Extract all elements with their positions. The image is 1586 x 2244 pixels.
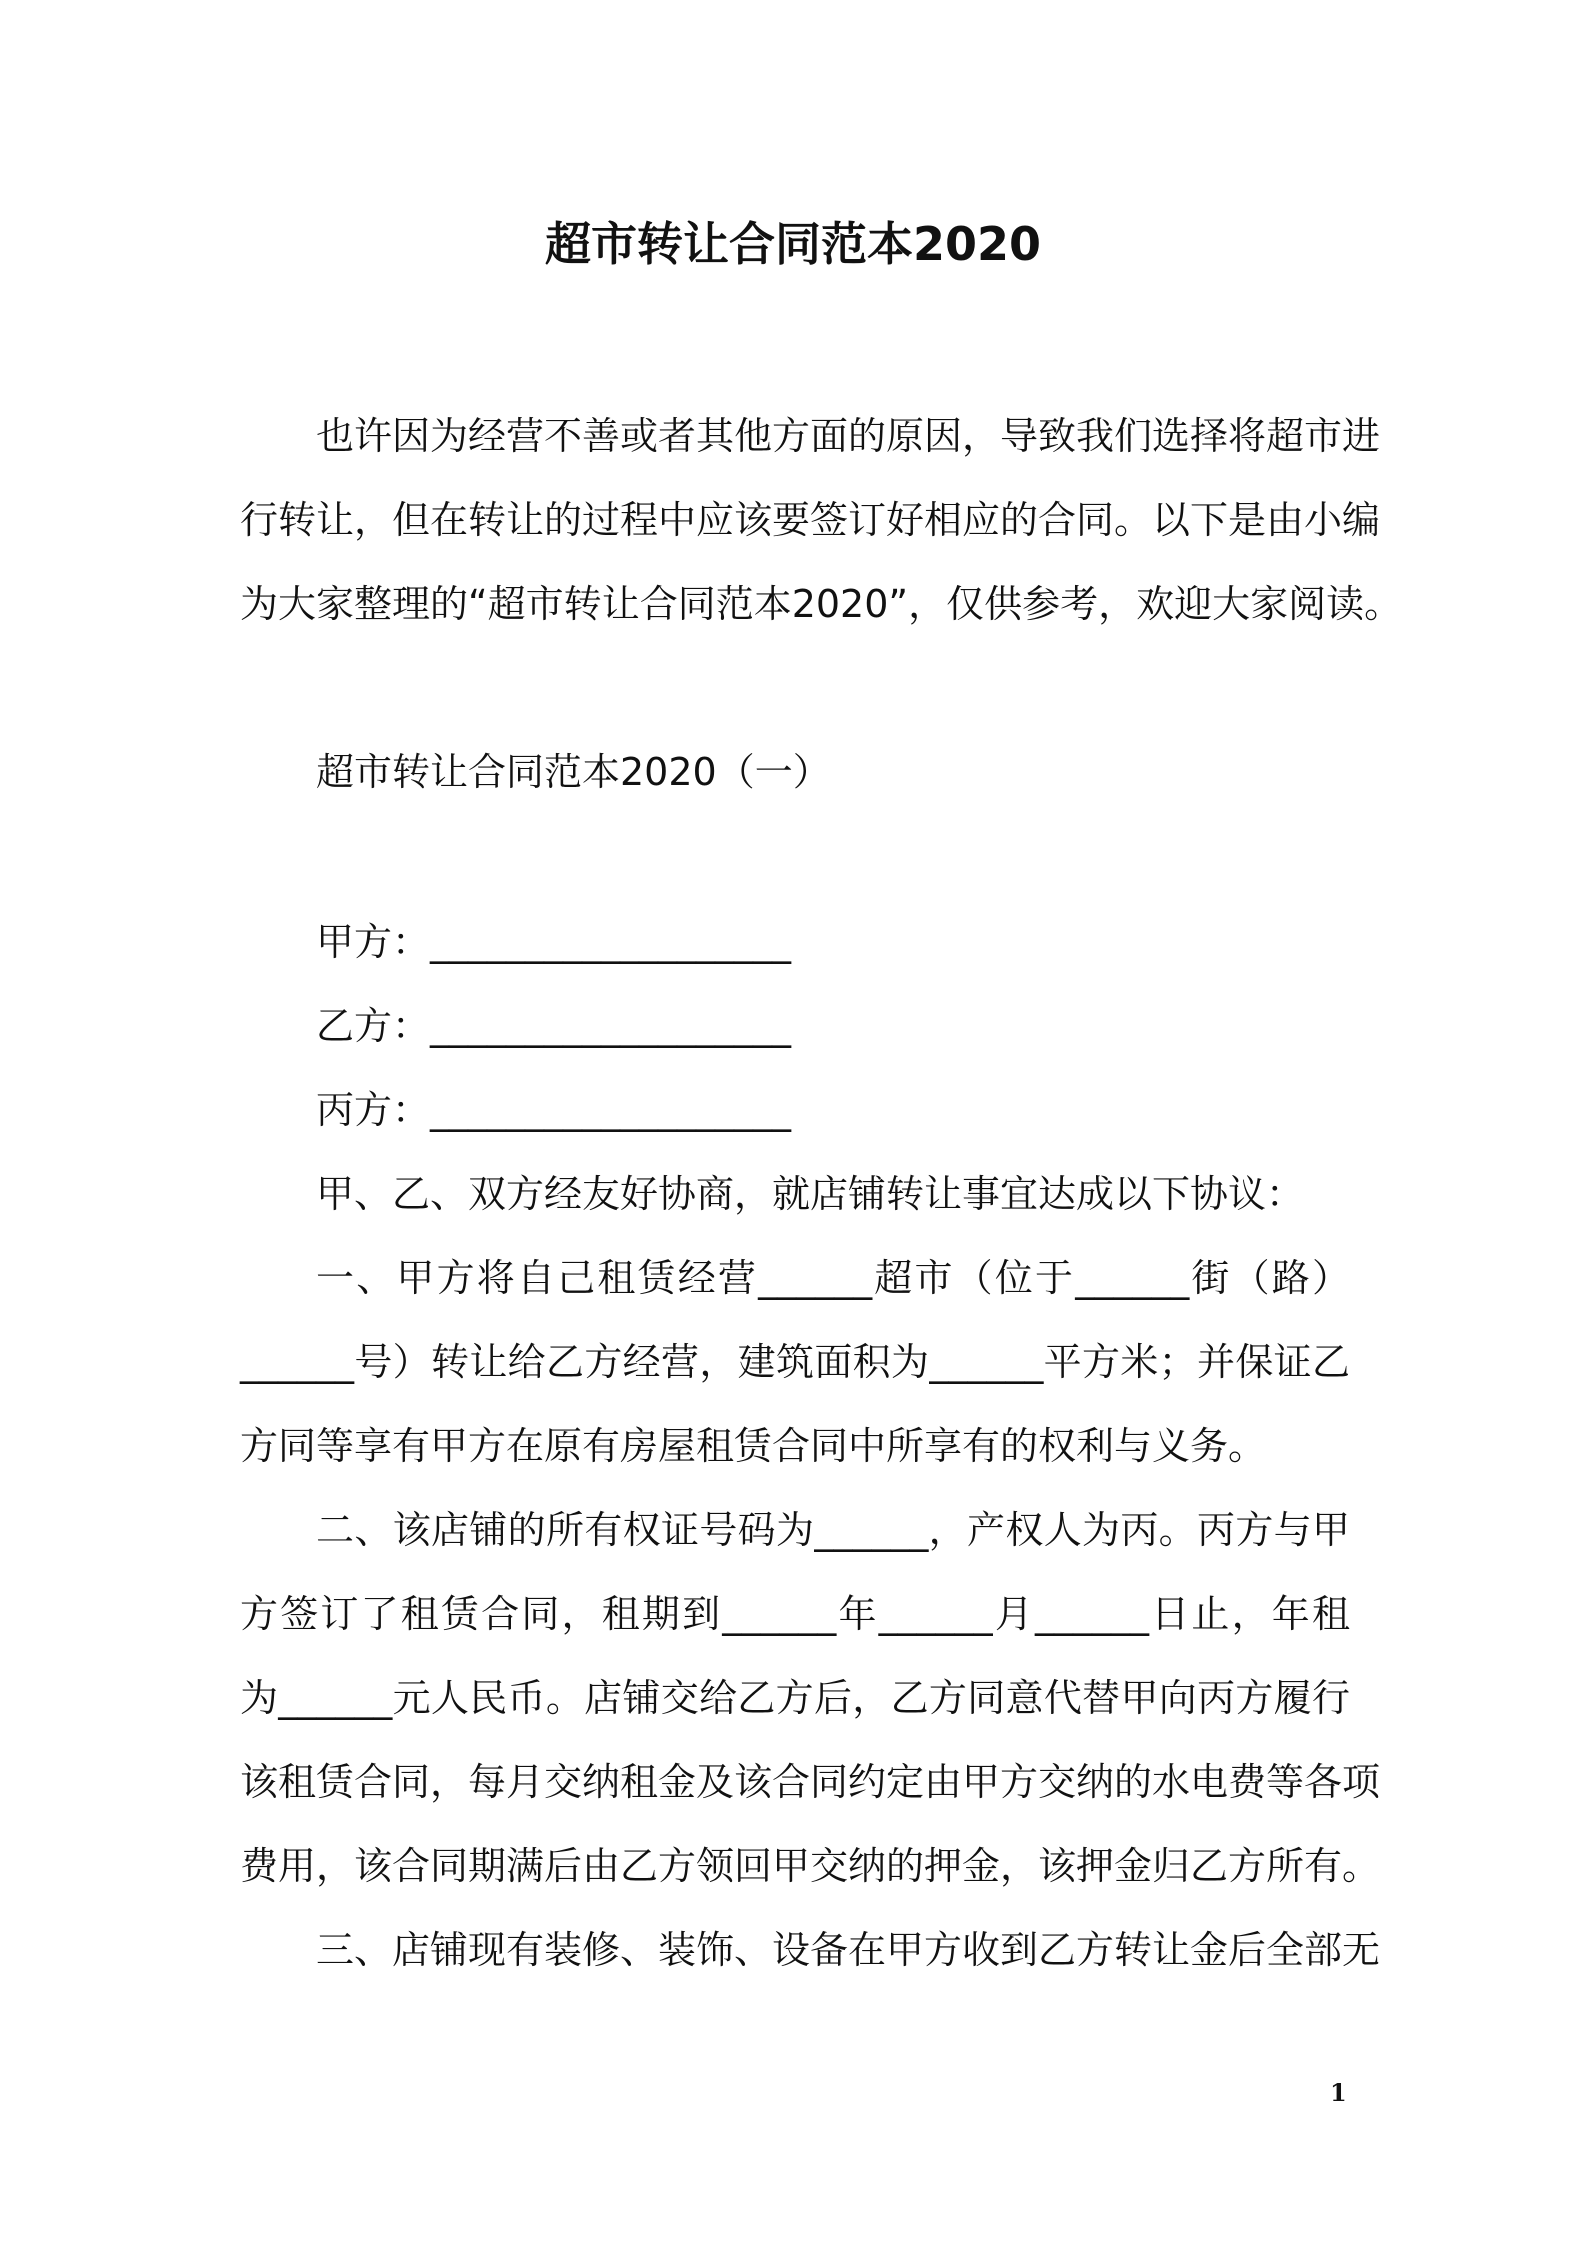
- agreement-intro: 甲、乙、双方经友好协商，就店铺转让事宜达成以下协议：: [316, 1172, 1305, 1216]
- clause-2-line-3: 为______元人民币。店铺交给乙方后，乙方同意代替甲向丙方履行: [240, 1676, 1350, 1720]
- party-b-line: 乙方：___________________: [316, 1004, 792, 1048]
- clause-1-line-2: ______号）转让给乙方经营，建筑面积为______平方米；并保证乙: [240, 1340, 1350, 1384]
- clause-1-line-1: 一、甲方将自己租赁经营______超市（位于______街（路）: [316, 1256, 1350, 1300]
- clause-3-line-1: 三、店铺现有装修、装饰、设备在甲方收到乙方转让金后全部无: [316, 1928, 1381, 1972]
- clause-2-line-1: 二、该店铺的所有权证号码为______，产权人为丙。丙方与甲: [316, 1508, 1350, 1552]
- section-heading: 超市转让合同范本2020（一）: [316, 750, 831, 794]
- clause-2-line-5: 费用，该合同期满后由乙方领回甲交纳的押金，该押金归乙方所有。: [240, 1844, 1381, 1888]
- clause-2-line-4: 该租赁合同，每月交纳租金及该合同约定由甲方交纳的水电费等各项: [240, 1760, 1381, 1804]
- document-title: 超市转让合同范本2020: [544, 217, 1042, 271]
- party-a-line: 甲方：___________________: [316, 920, 792, 964]
- clause-1-line-3: 方同等享有甲方在原有房屋租赁合同中所享有的权利与义务。: [240, 1424, 1267, 1468]
- intro-line-3: 为大家整理的“超市转让合同范本2020”，仅供参考，欢迎大家阅读。: [240, 582, 1403, 626]
- clause-2-line-2: 方签订了租赁合同，租期到______年______月______日止，年租: [240, 1592, 1350, 1636]
- party-c-line: 丙方：___________________: [316, 1088, 792, 1132]
- intro-line-1: 也许因为经营不善或者其他方面的原因，导致我们选择将超市进: [316, 414, 1381, 458]
- intro-line-2: 行转让，但在转让的过程中应该要签订好相应的合同。以下是由小编: [240, 498, 1381, 542]
- page-number: 1: [1330, 2078, 1347, 2107]
